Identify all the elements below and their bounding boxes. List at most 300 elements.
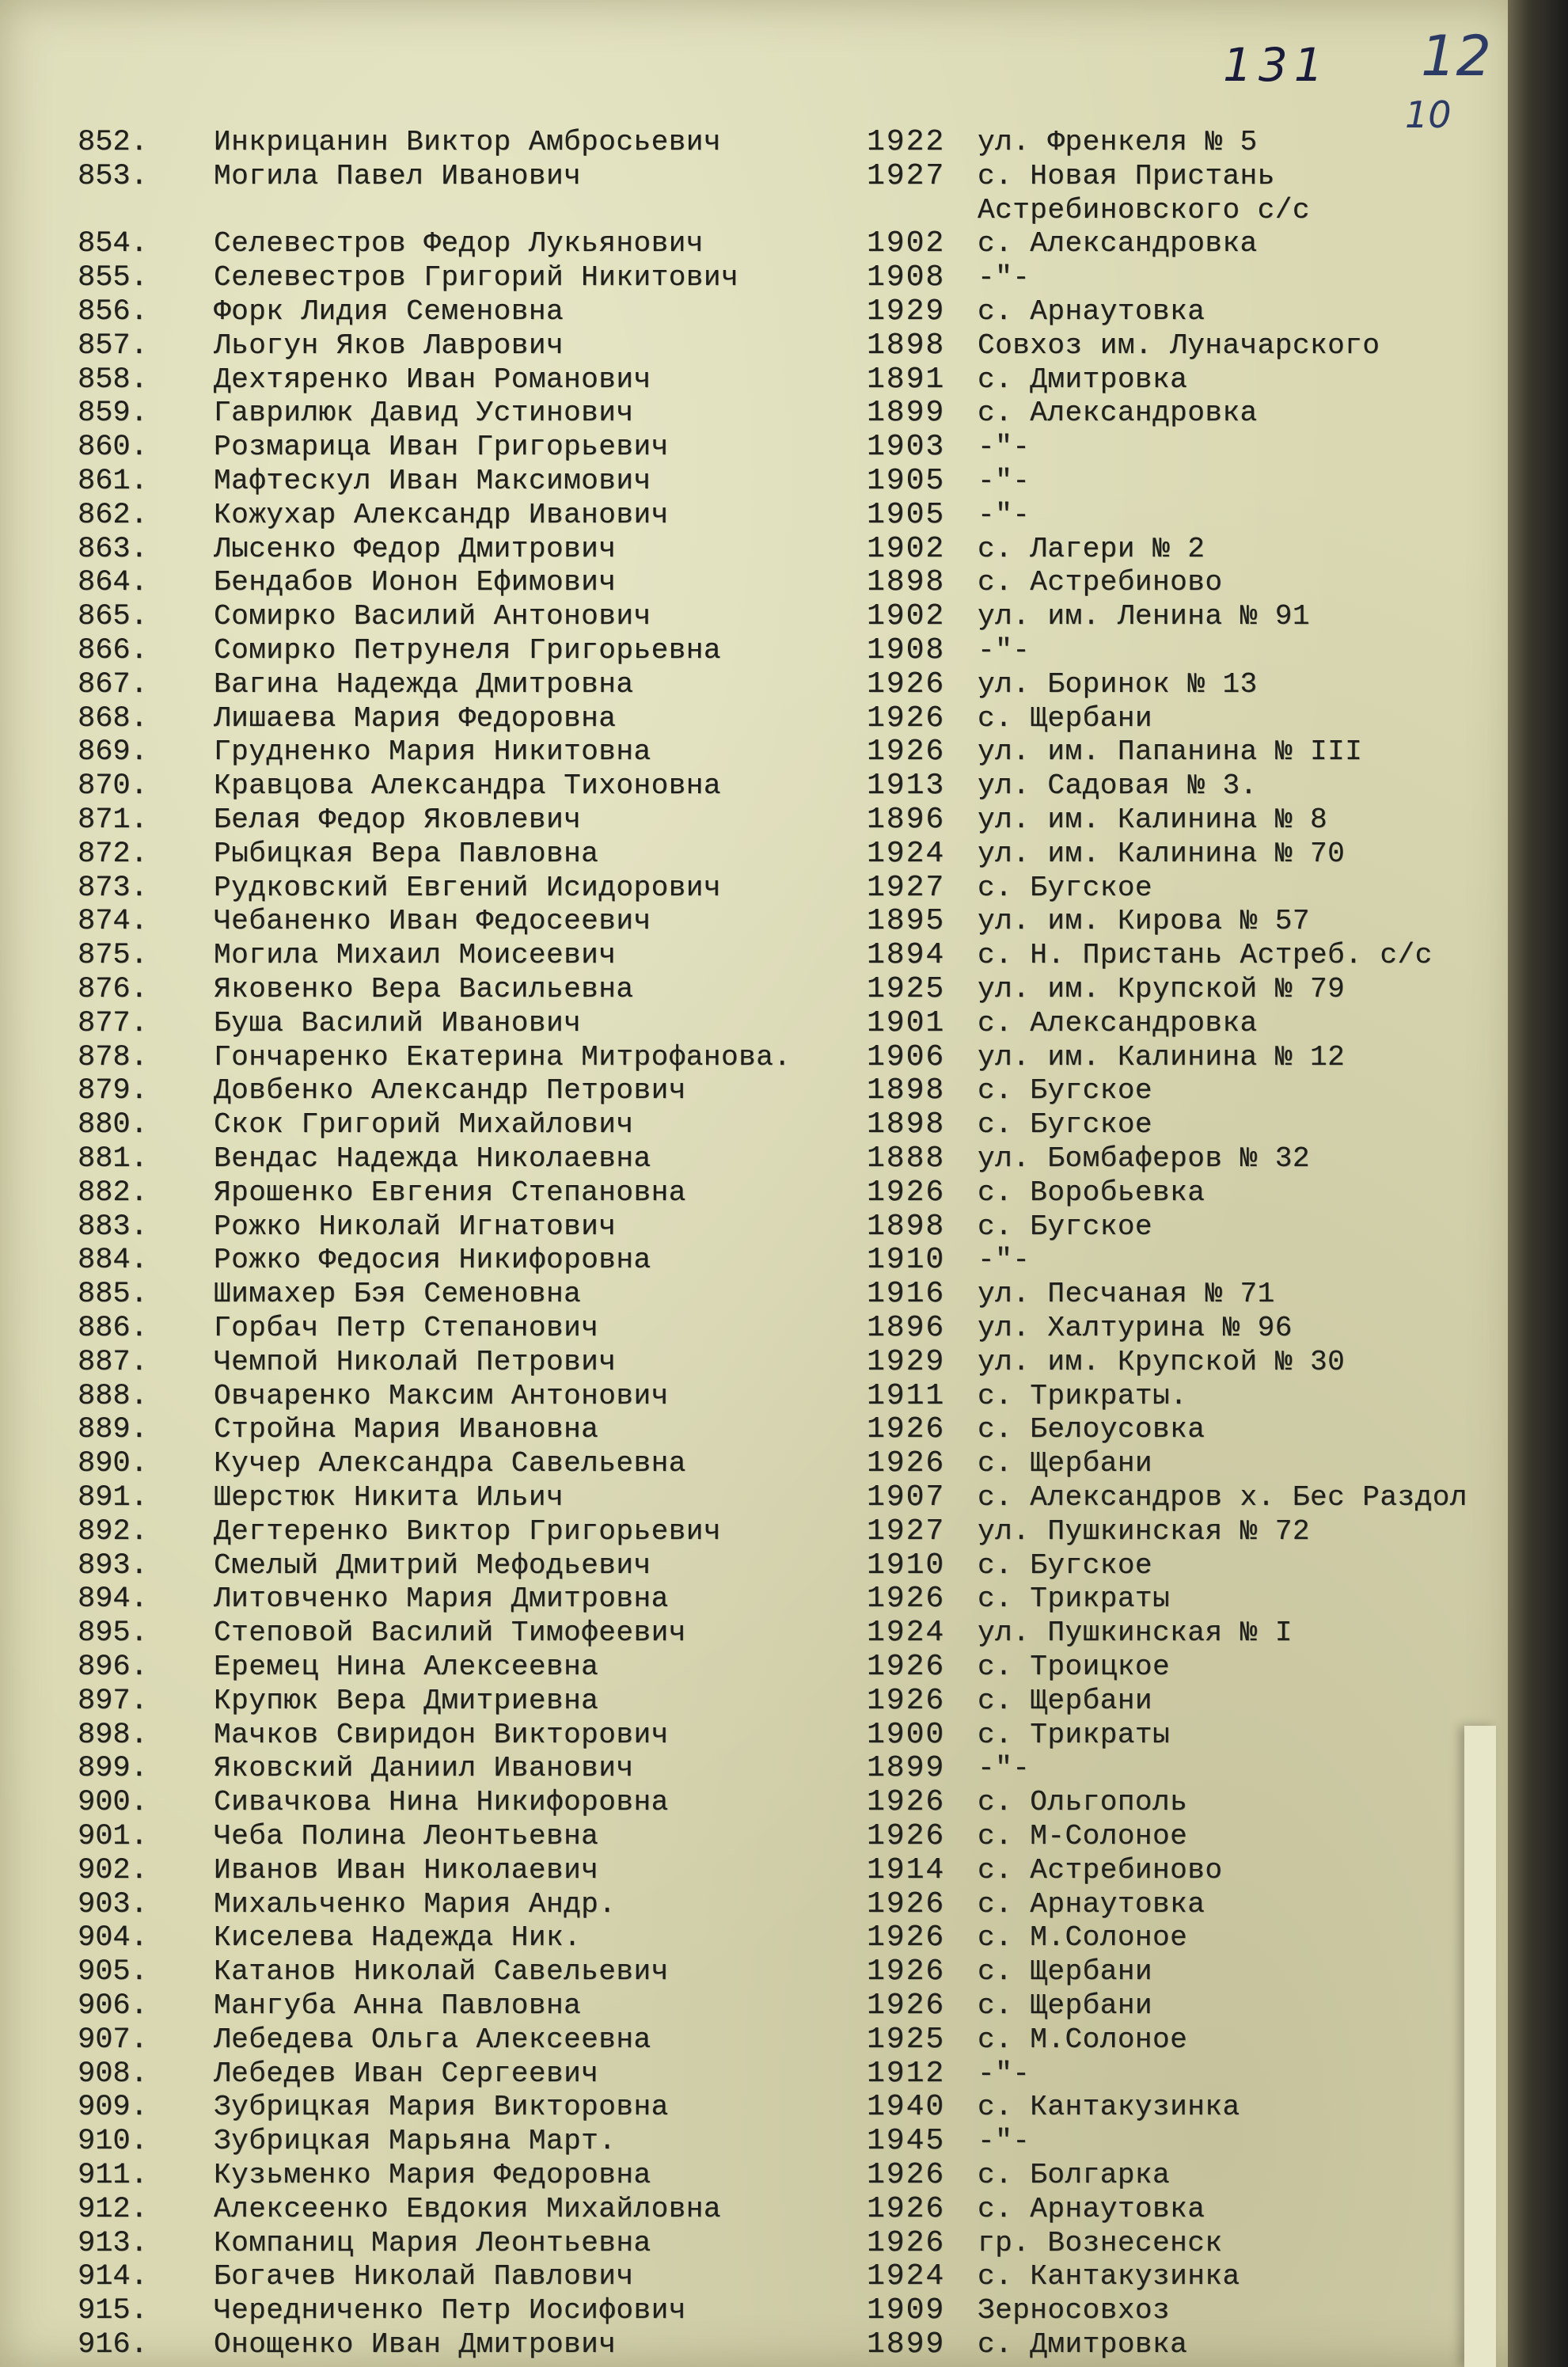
address: Астребиновского с/с xyxy=(978,194,1310,226)
address: с. Бугское xyxy=(978,1549,1153,1582)
birth-year: 1926 xyxy=(867,1446,946,1480)
birth-year: 1902 xyxy=(867,599,946,633)
person-name: Алексеенко Евдокия Михайловна xyxy=(214,2193,722,2225)
entry-number: 875. xyxy=(78,939,148,972)
register-row xyxy=(0,1514,1504,1549)
entry-number: 876. xyxy=(78,973,148,1006)
entry-number: 896. xyxy=(78,1651,148,1684)
address: с. Бугское xyxy=(978,872,1153,904)
birth-year: 1945 xyxy=(867,2124,946,2158)
address: ул. им. Калинина № 8 xyxy=(978,804,1328,836)
register-row xyxy=(0,2259,1504,2294)
person-name: Катанов Николай Савельевич xyxy=(214,1955,669,1988)
person-name: Буша Василий Иванович xyxy=(214,1007,582,1039)
birth-year: 1926 xyxy=(867,1921,946,1955)
birth-year: 1929 xyxy=(867,1345,946,1379)
person-name: Киселева Надежда Ник. xyxy=(214,1921,582,1954)
register-row xyxy=(0,2023,1504,2057)
birth-year: 1910 xyxy=(867,1243,946,1277)
birth-year: 1899 xyxy=(867,2327,946,2361)
address: с. Арнаутовка xyxy=(978,295,1205,328)
address: с. Бугское xyxy=(978,1210,1153,1243)
address: -"- xyxy=(978,2125,1031,2157)
address: -"- xyxy=(978,1244,1031,1276)
birth-year: 1926 xyxy=(867,1819,946,1853)
entry-number: 872. xyxy=(78,838,148,871)
person-name: Рыбицкая Вера Павловна xyxy=(214,838,599,870)
address: -"- xyxy=(978,431,1031,463)
person-name: Компаниц Мария Леонтьевна xyxy=(214,2227,651,2259)
register-row xyxy=(0,1311,1504,1346)
address: с. Арнаутовка xyxy=(978,1888,1205,1921)
birth-year: 1926 xyxy=(867,1684,946,1718)
address: с. Щербани xyxy=(978,1989,1153,2022)
birth-year: 1901 xyxy=(867,1006,946,1040)
person-name: Сивачкова Нина Никифоровна xyxy=(214,1786,669,1818)
address: ул. им. Калинина № 12 xyxy=(978,1041,1346,1073)
birth-year: 1926 xyxy=(867,667,946,701)
person-name: Кравцова Александра Тихоновна xyxy=(214,769,722,802)
entry-number: 855. xyxy=(78,261,148,294)
address: с. Лагери № 2 xyxy=(978,533,1205,565)
entry-number: 861. xyxy=(78,465,148,498)
birth-year: 1895 xyxy=(867,904,946,938)
address: с. Щербани xyxy=(978,702,1153,735)
person-name: Степовой Василий Тимофеевич xyxy=(214,1617,686,1649)
entry-number: 863. xyxy=(78,533,148,566)
entry-number: 883. xyxy=(78,1210,148,1244)
person-name: Могила Михаил Моисеевич xyxy=(214,939,617,971)
entry-number: 887. xyxy=(78,1346,148,1379)
address: с. Троицкое xyxy=(978,1651,1171,1683)
person-name: Кузьменко Мария Федоровна xyxy=(214,2159,651,2191)
birth-year: 1912 xyxy=(867,2057,946,2091)
address: с. Кантакузинка xyxy=(978,2091,1240,2123)
register-row xyxy=(0,1176,1504,1210)
address: с. Трикраты xyxy=(978,1719,1171,1751)
person-name: Форк Лидия Семеновна xyxy=(214,295,564,328)
address: ул. им. Крупской № 79 xyxy=(978,973,1346,1005)
address: ул. им. Кирова № 57 xyxy=(978,905,1310,937)
entry-number: 866. xyxy=(78,634,148,667)
birth-year: 1926 xyxy=(867,2158,946,2192)
birth-year: 1888 xyxy=(867,1142,946,1176)
person-name: Богачев Николай Павлович xyxy=(214,2260,634,2293)
entry-number: 869. xyxy=(78,735,148,769)
person-name: Кожухар Александр Иванович xyxy=(214,499,669,531)
address: ул. Боринок № 13 xyxy=(978,668,1258,701)
birth-year: 1926 xyxy=(867,1582,946,1616)
person-name: Вагина Надежда Дмитровна xyxy=(214,668,634,701)
birth-year: 1894 xyxy=(867,938,946,972)
entry-number: 864. xyxy=(78,566,148,599)
register-row xyxy=(0,667,1504,702)
register-row xyxy=(0,1785,1504,1820)
person-name: Мачков Свиридон Викторович xyxy=(214,1719,669,1751)
person-name: Сомирко Петрунеля Григорьевна xyxy=(214,634,722,667)
person-name: Лысенко Федор Дмитрович xyxy=(214,533,617,565)
address: с. Новая Пристань xyxy=(978,160,1275,192)
address: с. Н. Пристань Астреб. с/с xyxy=(978,939,1433,971)
person-name: Крупюк Вера Дмитриевна xyxy=(214,1685,599,1717)
person-name: Яковский Даниил Иванович xyxy=(214,1752,634,1784)
address: с. Дмитровка xyxy=(978,363,1188,396)
register-row xyxy=(0,1446,1504,1481)
scan-border xyxy=(1508,0,1568,2367)
address: -"- xyxy=(978,1752,1031,1784)
person-name: Яковенко Вера Васильевна xyxy=(214,973,634,1005)
entry-number: 880. xyxy=(78,1108,148,1142)
address: с. Александров х. Бес Раздол xyxy=(978,1481,1467,1514)
register-row xyxy=(0,599,1504,634)
person-name: Белая Федор Яковлевич xyxy=(214,804,582,836)
register-row xyxy=(0,159,1504,194)
birth-year: 1896 xyxy=(867,1311,946,1345)
address: с. Щербани xyxy=(978,1447,1153,1480)
register-row xyxy=(0,363,1504,397)
person-name: Ярошенко Евгения Степановна xyxy=(214,1176,686,1209)
address: с. Бугское xyxy=(978,1108,1153,1141)
person-name: Селевестров Григорий Никитович xyxy=(214,261,739,294)
folio-number: 131 xyxy=(1223,38,1330,92)
register-row xyxy=(0,1853,1504,1888)
register-row xyxy=(0,1345,1504,1380)
address: -"- xyxy=(978,2057,1031,2090)
birth-year: 1903 xyxy=(867,430,946,464)
entry-number: 859. xyxy=(78,397,148,430)
address: ул. Френкеля № 5 xyxy=(978,126,1258,158)
entry-number: 878. xyxy=(78,1041,148,1074)
entry-number: 903. xyxy=(78,1888,148,1921)
entry-number: 870. xyxy=(78,769,148,803)
person-name: Рудковский Евгений Исидорович xyxy=(214,872,722,904)
person-name: Зубрицкая Мария Викторовна xyxy=(214,2091,669,2123)
birth-year: 1907 xyxy=(867,1480,946,1514)
register-row xyxy=(0,1616,1504,1651)
person-name: Мангуба Анна Павловна xyxy=(214,1989,582,2022)
birth-year: 1910 xyxy=(867,1548,946,1582)
entry-number: 886. xyxy=(78,1312,148,1345)
entry-number: 873. xyxy=(78,872,148,905)
entry-number: 857. xyxy=(78,329,148,363)
birth-year: 1924 xyxy=(867,837,946,871)
entry-number: 908. xyxy=(78,2057,148,2091)
person-name: Льогун Яков Лаврович xyxy=(214,329,564,362)
entry-number: 906. xyxy=(78,1989,148,2023)
person-name: Лишаева Мария Федоровна xyxy=(214,702,617,735)
birth-year: 1899 xyxy=(867,396,946,430)
person-name: Инкрицанин Виктор Амбросьевич xyxy=(214,126,722,158)
birth-year: 1940 xyxy=(867,2090,946,2124)
address: ул. Садовая № 3. xyxy=(978,769,1258,802)
register-row xyxy=(0,1108,1504,1142)
address: с. Дмитровка xyxy=(978,2328,1188,2361)
entry-number: 890. xyxy=(78,1447,148,1480)
address: с. М.Солоное xyxy=(978,1921,1188,1954)
address: с. Александровка xyxy=(978,397,1258,429)
birth-year: 1924 xyxy=(867,1616,946,1650)
register-row xyxy=(0,1548,1504,1583)
register-row xyxy=(0,1480,1504,1515)
register-row xyxy=(0,565,1504,600)
register-row xyxy=(0,1142,1504,1176)
entry-number: 910. xyxy=(78,2125,148,2158)
register-row xyxy=(0,1243,1504,1278)
register-row xyxy=(0,2293,1504,2328)
entry-number: 858. xyxy=(78,363,148,397)
register-row xyxy=(0,532,1504,567)
entry-number: 871. xyxy=(78,804,148,837)
entry-number: 854. xyxy=(78,227,148,260)
underlying-sheet-edge xyxy=(1464,1726,1496,2367)
entry-number: 913. xyxy=(78,2227,148,2260)
address: с. Александровка xyxy=(978,227,1258,260)
person-name: Кучер Александра Савельевна xyxy=(214,1447,686,1480)
address: с. Ольгополь xyxy=(978,1786,1188,1818)
person-name: Онощенко Иван Дмитрович xyxy=(214,2328,617,2361)
register-row xyxy=(0,396,1504,431)
register-row xyxy=(0,2090,1504,2125)
birth-year: 1926 xyxy=(867,2226,946,2260)
birth-year: 1926 xyxy=(867,1785,946,1819)
person-name: Грудненко Мария Никитовна xyxy=(214,735,651,768)
person-name: Селевестров Федор Лукьянович xyxy=(214,227,704,260)
register-row xyxy=(0,871,1504,906)
entry-number: 912. xyxy=(78,2193,148,2226)
birth-year: 1926 xyxy=(867,1989,946,2023)
person-name: Могила Павел Иванович xyxy=(214,160,582,192)
person-name: Литовченко Мария Дмитровна xyxy=(214,1582,669,1615)
entry-number: 865. xyxy=(78,600,148,633)
address: с. Щербани xyxy=(978,1685,1153,1717)
register-row xyxy=(0,1955,1504,1989)
register-row xyxy=(0,1989,1504,2023)
address: с. Астребиново xyxy=(978,566,1223,598)
register-row xyxy=(0,498,1504,533)
address: с. Щербани xyxy=(978,1955,1153,1988)
birth-year: 1926 xyxy=(867,1176,946,1210)
birth-year: 1926 xyxy=(867,1955,946,1989)
register-row xyxy=(0,193,1504,228)
birth-year: 1914 xyxy=(867,1853,946,1887)
register-row xyxy=(0,2192,1504,2227)
address: с. Кантакузинка xyxy=(978,2260,1240,2293)
address: с. М.Солоное xyxy=(978,2023,1188,2056)
address: ул. Бомбаферов № 32 xyxy=(978,1142,1310,1175)
address: ул. Пушкинская № I xyxy=(978,1617,1293,1649)
entry-number: 915. xyxy=(78,2294,148,2327)
register-row xyxy=(0,1379,1504,1414)
person-name: Сомирко Василий Антонович xyxy=(214,600,651,633)
register-row xyxy=(0,2158,1504,2193)
address: с. Астребиново xyxy=(978,1854,1223,1886)
address: ул. Пушкинская № 72 xyxy=(978,1515,1310,1548)
birth-year: 1911 xyxy=(867,1379,946,1413)
entry-number: 909. xyxy=(78,2091,148,2124)
person-name: Смелый Дмитрий Мефодьевич xyxy=(214,1549,651,1582)
birth-year: 1909 xyxy=(867,2293,946,2327)
register-row xyxy=(0,430,1504,465)
person-name: Довбенко Александр Петрович xyxy=(214,1074,686,1107)
entry-number: 889. xyxy=(78,1413,148,1446)
person-name: Михальченко Мария Андр. xyxy=(214,1888,617,1921)
birth-year: 1922 xyxy=(867,125,946,159)
person-name: Чередниченко Петр Иосифович xyxy=(214,2294,686,2327)
birth-year: 1927 xyxy=(867,1514,946,1548)
entry-number: 856. xyxy=(78,295,148,329)
register-row xyxy=(0,803,1504,838)
entry-number: 874. xyxy=(78,905,148,938)
entry-number: 907. xyxy=(78,2023,148,2057)
register-row xyxy=(0,329,1504,363)
entry-number: 884. xyxy=(78,1244,148,1277)
register-row xyxy=(0,1718,1504,1753)
address: с. Воробьевка xyxy=(978,1176,1205,1209)
address: с. Болгарка xyxy=(978,2159,1171,2191)
birth-year: 1924 xyxy=(867,2259,946,2293)
entry-number: 916. xyxy=(78,2328,148,2361)
register-row xyxy=(0,464,1504,499)
address: ул. Халтурина № 96 xyxy=(978,1312,1293,1344)
register-row xyxy=(0,837,1504,872)
entry-number: 852. xyxy=(78,126,148,159)
person-name: Дехтяренко Иван Романович xyxy=(214,363,651,396)
person-name: Чебаненко Иван Федосеевич xyxy=(214,905,651,937)
person-name: Лебедев Иван Сергеевич xyxy=(214,2057,599,2090)
register-row xyxy=(0,1650,1504,1685)
person-name: Скок Григорий Михайлович xyxy=(214,1108,634,1141)
register-row xyxy=(0,1006,1504,1041)
register-row xyxy=(0,1582,1504,1617)
entry-number: 911. xyxy=(78,2159,148,2192)
birth-year: 1913 xyxy=(867,769,946,803)
birth-year: 1926 xyxy=(867,1650,946,1684)
person-name: Бендабов Ионон Ефимович xyxy=(214,566,617,598)
register-row xyxy=(0,260,1504,295)
register-row xyxy=(0,735,1504,769)
address: с. Трикраты xyxy=(978,1582,1171,1615)
birth-year: 1926 xyxy=(867,1412,946,1446)
person-name: Розмарица Иван Григорьевич xyxy=(214,431,669,463)
register-row xyxy=(0,1921,1504,1955)
entry-number: 900. xyxy=(78,1786,148,1819)
address: с. Бугское xyxy=(978,1074,1153,1107)
entry-number: 898. xyxy=(78,1719,148,1752)
register-row xyxy=(0,701,1504,736)
entry-number: 904. xyxy=(78,1921,148,1955)
person-name: Шерстюк Никита Ильич xyxy=(214,1481,564,1514)
address: с. Трикраты. xyxy=(978,1380,1188,1412)
entry-number: 902. xyxy=(78,1854,148,1887)
birth-year: 1927 xyxy=(867,871,946,905)
register-row xyxy=(0,1819,1504,1854)
register-row xyxy=(0,2226,1504,2261)
register-row xyxy=(0,2124,1504,2159)
entry-number: 891. xyxy=(78,1481,148,1514)
person-name: Стройна Мария Ивановна xyxy=(214,1413,599,1446)
address: ул. им. Ленина № 91 xyxy=(978,600,1310,633)
address: -"- xyxy=(978,465,1031,497)
entry-number: 862. xyxy=(78,499,148,532)
person-name: Рожко Федосия Никифоровна xyxy=(214,1244,651,1276)
address: с. Арнаутовка xyxy=(978,2193,1205,2225)
register-row xyxy=(0,2327,1504,2362)
address: с. М-Солоное xyxy=(978,1820,1188,1852)
entry-number: 881. xyxy=(78,1142,148,1176)
birth-year: 1898 xyxy=(867,1108,946,1142)
address: -"- xyxy=(978,499,1031,531)
address: ул. им. Папанина № III xyxy=(978,735,1363,768)
birth-year: 1896 xyxy=(867,803,946,837)
entry-number: 853. xyxy=(78,160,148,193)
person-name: Зубрицкая Марьяна Март. xyxy=(214,2125,617,2157)
birth-year: 1926 xyxy=(867,1887,946,1921)
birth-year: 1905 xyxy=(867,498,946,532)
entry-number: 899. xyxy=(78,1752,148,1785)
birth-year: 1898 xyxy=(867,1210,946,1244)
birth-year: 1906 xyxy=(867,1040,946,1074)
entry-number: 901. xyxy=(78,1820,148,1853)
person-name: Горбач Петр Степанович xyxy=(214,1312,599,1344)
birth-year: 1891 xyxy=(867,363,946,397)
register-row xyxy=(0,938,1504,973)
address: Зерносовхоз xyxy=(978,2294,1171,2327)
register-row xyxy=(0,1277,1504,1312)
entry-number: 893. xyxy=(78,1549,148,1582)
birth-year: 1925 xyxy=(867,2023,946,2057)
person-name: Дегтеренко Виктор Григорьевич xyxy=(214,1515,722,1548)
person-name: Вендас Надежда Николаевна xyxy=(214,1142,651,1175)
person-name: Овчаренко Максим Антонович xyxy=(214,1380,669,1412)
entry-number: 885. xyxy=(78,1278,148,1311)
address: -"- xyxy=(978,634,1031,667)
person-name: Иванов Иван Николаевич xyxy=(214,1854,599,1886)
address: ул. Песчаная № 71 xyxy=(978,1278,1275,1310)
person-name: Гончаренко Екатерина Митрофанова. xyxy=(214,1041,792,1073)
birth-year: 1902 xyxy=(867,532,946,566)
birth-year: 1927 xyxy=(867,159,946,193)
corner-mark: 12 xyxy=(1421,24,1492,89)
person-name: Чеба Полина Леонтьевна xyxy=(214,1820,599,1852)
register-row xyxy=(0,769,1504,804)
birth-year: 1900 xyxy=(867,1718,946,1752)
register-row xyxy=(0,1684,1504,1719)
entry-number: 879. xyxy=(78,1074,148,1108)
person-name: Лебедева Ольга Алексеевна xyxy=(214,2023,651,2056)
entry-number: 860. xyxy=(78,431,148,464)
register-row xyxy=(0,904,1504,939)
birth-year: 1926 xyxy=(867,2192,946,2226)
register-row xyxy=(0,1073,1504,1108)
address: с. Белоусовка xyxy=(978,1413,1205,1446)
register-row xyxy=(0,633,1504,668)
entry-number: 894. xyxy=(78,1582,148,1616)
register-row xyxy=(0,1210,1504,1244)
entry-number: 892. xyxy=(78,1515,148,1548)
address: гр. Вознесенск xyxy=(978,2227,1223,2259)
birth-year: 1926 xyxy=(867,735,946,769)
register-row xyxy=(0,1412,1504,1447)
old-folio-number: 10 xyxy=(1405,93,1452,136)
birth-year: 1929 xyxy=(867,294,946,329)
birth-year: 1905 xyxy=(867,464,946,498)
person-name: Мафтескул Иван Максимович xyxy=(214,465,651,497)
person-name: Еремец Нина Алексеевна xyxy=(214,1651,599,1683)
entry-number: 897. xyxy=(78,1685,148,1718)
register-row xyxy=(0,2057,1504,2092)
person-name: Чемпой Николай Петрович xyxy=(214,1346,617,1378)
person-name: Рожко Николай Игнатович xyxy=(214,1210,617,1243)
